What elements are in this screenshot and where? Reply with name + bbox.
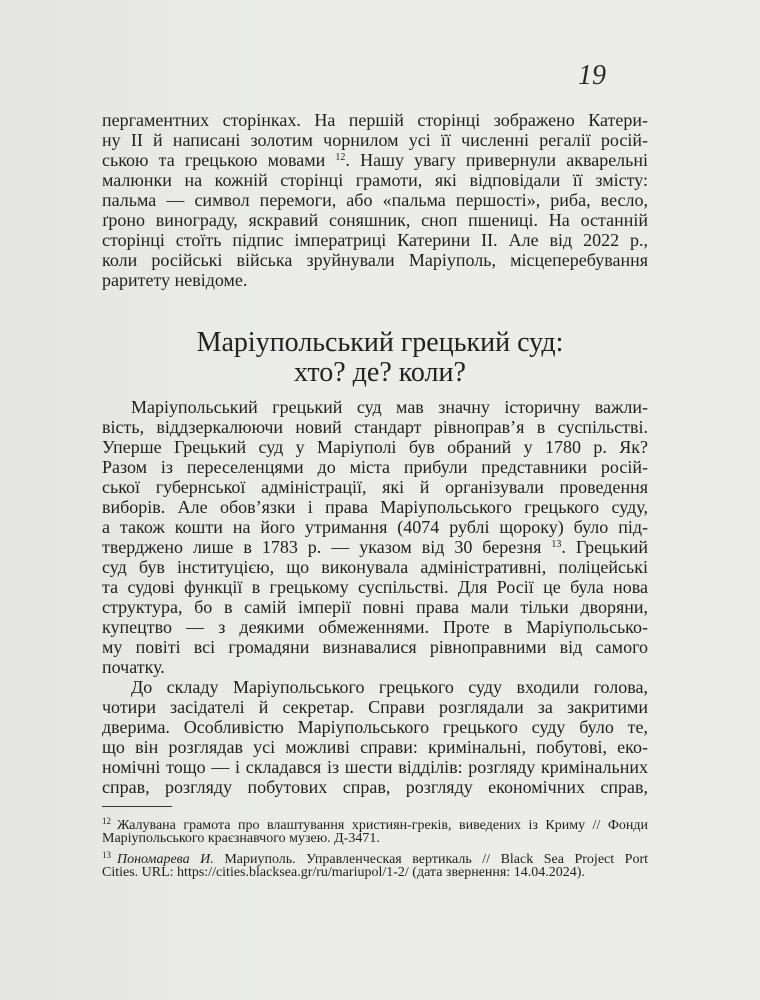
text-line: малюнки на кожній сторінці грамоти, які відповідали її змісту: xyxy=(102,170,648,190)
text-span: . Нашу увагу привернули акварельні xyxy=(345,150,649,170)
text-line: Разом із переселенцями до міста прибули представники росій- xyxy=(102,457,648,477)
footnote-author: Пономарева И. xyxy=(117,852,214,867)
text-span: ською та грецькою мовами xyxy=(102,150,326,170)
text-line: ґроно винограду, яскравий соняшник, сноп пшениці. На останній xyxy=(102,210,648,230)
footnote-12-cont: Маріупольського краєзнавчого музею. Д-3471. xyxy=(102,831,380,846)
footnote-ref-13[interactable]: 13 xyxy=(551,539,562,550)
text-line: сторінці стоїть підпис імператриці Катерини II. Але від 2022 р., xyxy=(102,230,648,250)
text-line xyxy=(102,150,648,170)
text-line: ну II й написані золотим чорнилом усі її численні регалії росій- xyxy=(102,130,648,150)
footnote-number: 12 xyxy=(102,816,111,826)
text-line: купецтво — з деякими обмеженнями. Проте в Маріупольсько- xyxy=(102,617,648,637)
text-line: му повіті всі громадяни визнавалися рівноправними від самого xyxy=(102,637,648,657)
text-line: До складу Маріупольського грецького суду входили голова, xyxy=(131,677,648,697)
footnote-text: Жалувана грамота про влаштування християн-греків, виведених із Криму // Фонди xyxy=(117,818,648,833)
text-span: . Грецький xyxy=(561,537,648,557)
text-line: Уперше Грецький суд у Маріуполі був обраний у 1780 р. Як? xyxy=(102,437,648,457)
footnote-divider xyxy=(102,806,172,807)
section-heading-line-1: Маріупольський грецький суд: xyxy=(196,327,564,358)
text-line xyxy=(102,537,648,557)
section-heading-line-2: хто? де? коли? xyxy=(294,357,466,388)
text-line: ської губернської адміністрації, які й організували проведення xyxy=(102,477,648,497)
text-line: виборів. Але обов’язки і права Маріупольського грецького суду, xyxy=(102,497,648,517)
text-span: тверджено лише в 1783 р. — указом від 30 березня xyxy=(102,537,542,557)
text-line: початку. xyxy=(102,657,165,677)
footnote-13 xyxy=(102,847,649,867)
footnote-number: 13 xyxy=(102,850,111,860)
page-number: 19 xyxy=(578,60,606,91)
text-line: справ, розгляду побутових справ, розгляду економічних справ, xyxy=(102,777,648,797)
text-line: що він розглядав усі можливі справи: кримінальні, побутові, еко- xyxy=(102,737,648,757)
text-line: структура, бо в самій імперії повні права мали тільки дворяни, xyxy=(102,597,648,617)
text-line: дверима. Особливістю Маріупольського грецького суду було те, xyxy=(102,717,648,737)
text-line: суд був інституцією, що виконувала адміністративні, поліцейські xyxy=(102,557,648,577)
footnote-ref-12[interactable]: 12 xyxy=(335,152,346,163)
text-line: номічні тощо — і складався із шести відділів: розгляду кримінальних xyxy=(102,757,648,777)
footnote-text: Мариуполь. Управленческая вертикаль // Black Sea Project Port xyxy=(224,852,649,867)
text-line: вість, віддзеркалюючи новий стандарт рівноправ’я в суспільстві. xyxy=(102,417,648,437)
text-line: а також кошти на його утримання (4074 рублі щороку) було під- xyxy=(102,517,648,537)
footnote-12 xyxy=(102,813,648,833)
text-line: коли російські війська зруйнували Маріуполь, місцеперебування xyxy=(102,250,648,270)
footnote-13-cont: Cities. URL: https://cities.blacksea.gr/ru/mariupol/1-2/ (дата звернення: 14.04.2024). xyxy=(102,865,585,880)
text-line: пальма — символ перемоги, або «пальма першості», риба, весло, xyxy=(102,190,648,210)
text-line: пергаментних сторінках. На першій сторінці зображено Катери- xyxy=(102,110,648,130)
text-line: раритету невідоме. xyxy=(102,270,248,290)
text-line: Маріупольський грецький суд мав значну історичну важли- xyxy=(131,397,648,417)
text-line: та судові функції в грецькому суспільстві. Для Росії це була нова xyxy=(102,577,648,597)
text-line: чотири засідателі й секретар. Справи розглядали за закритими xyxy=(102,697,648,717)
